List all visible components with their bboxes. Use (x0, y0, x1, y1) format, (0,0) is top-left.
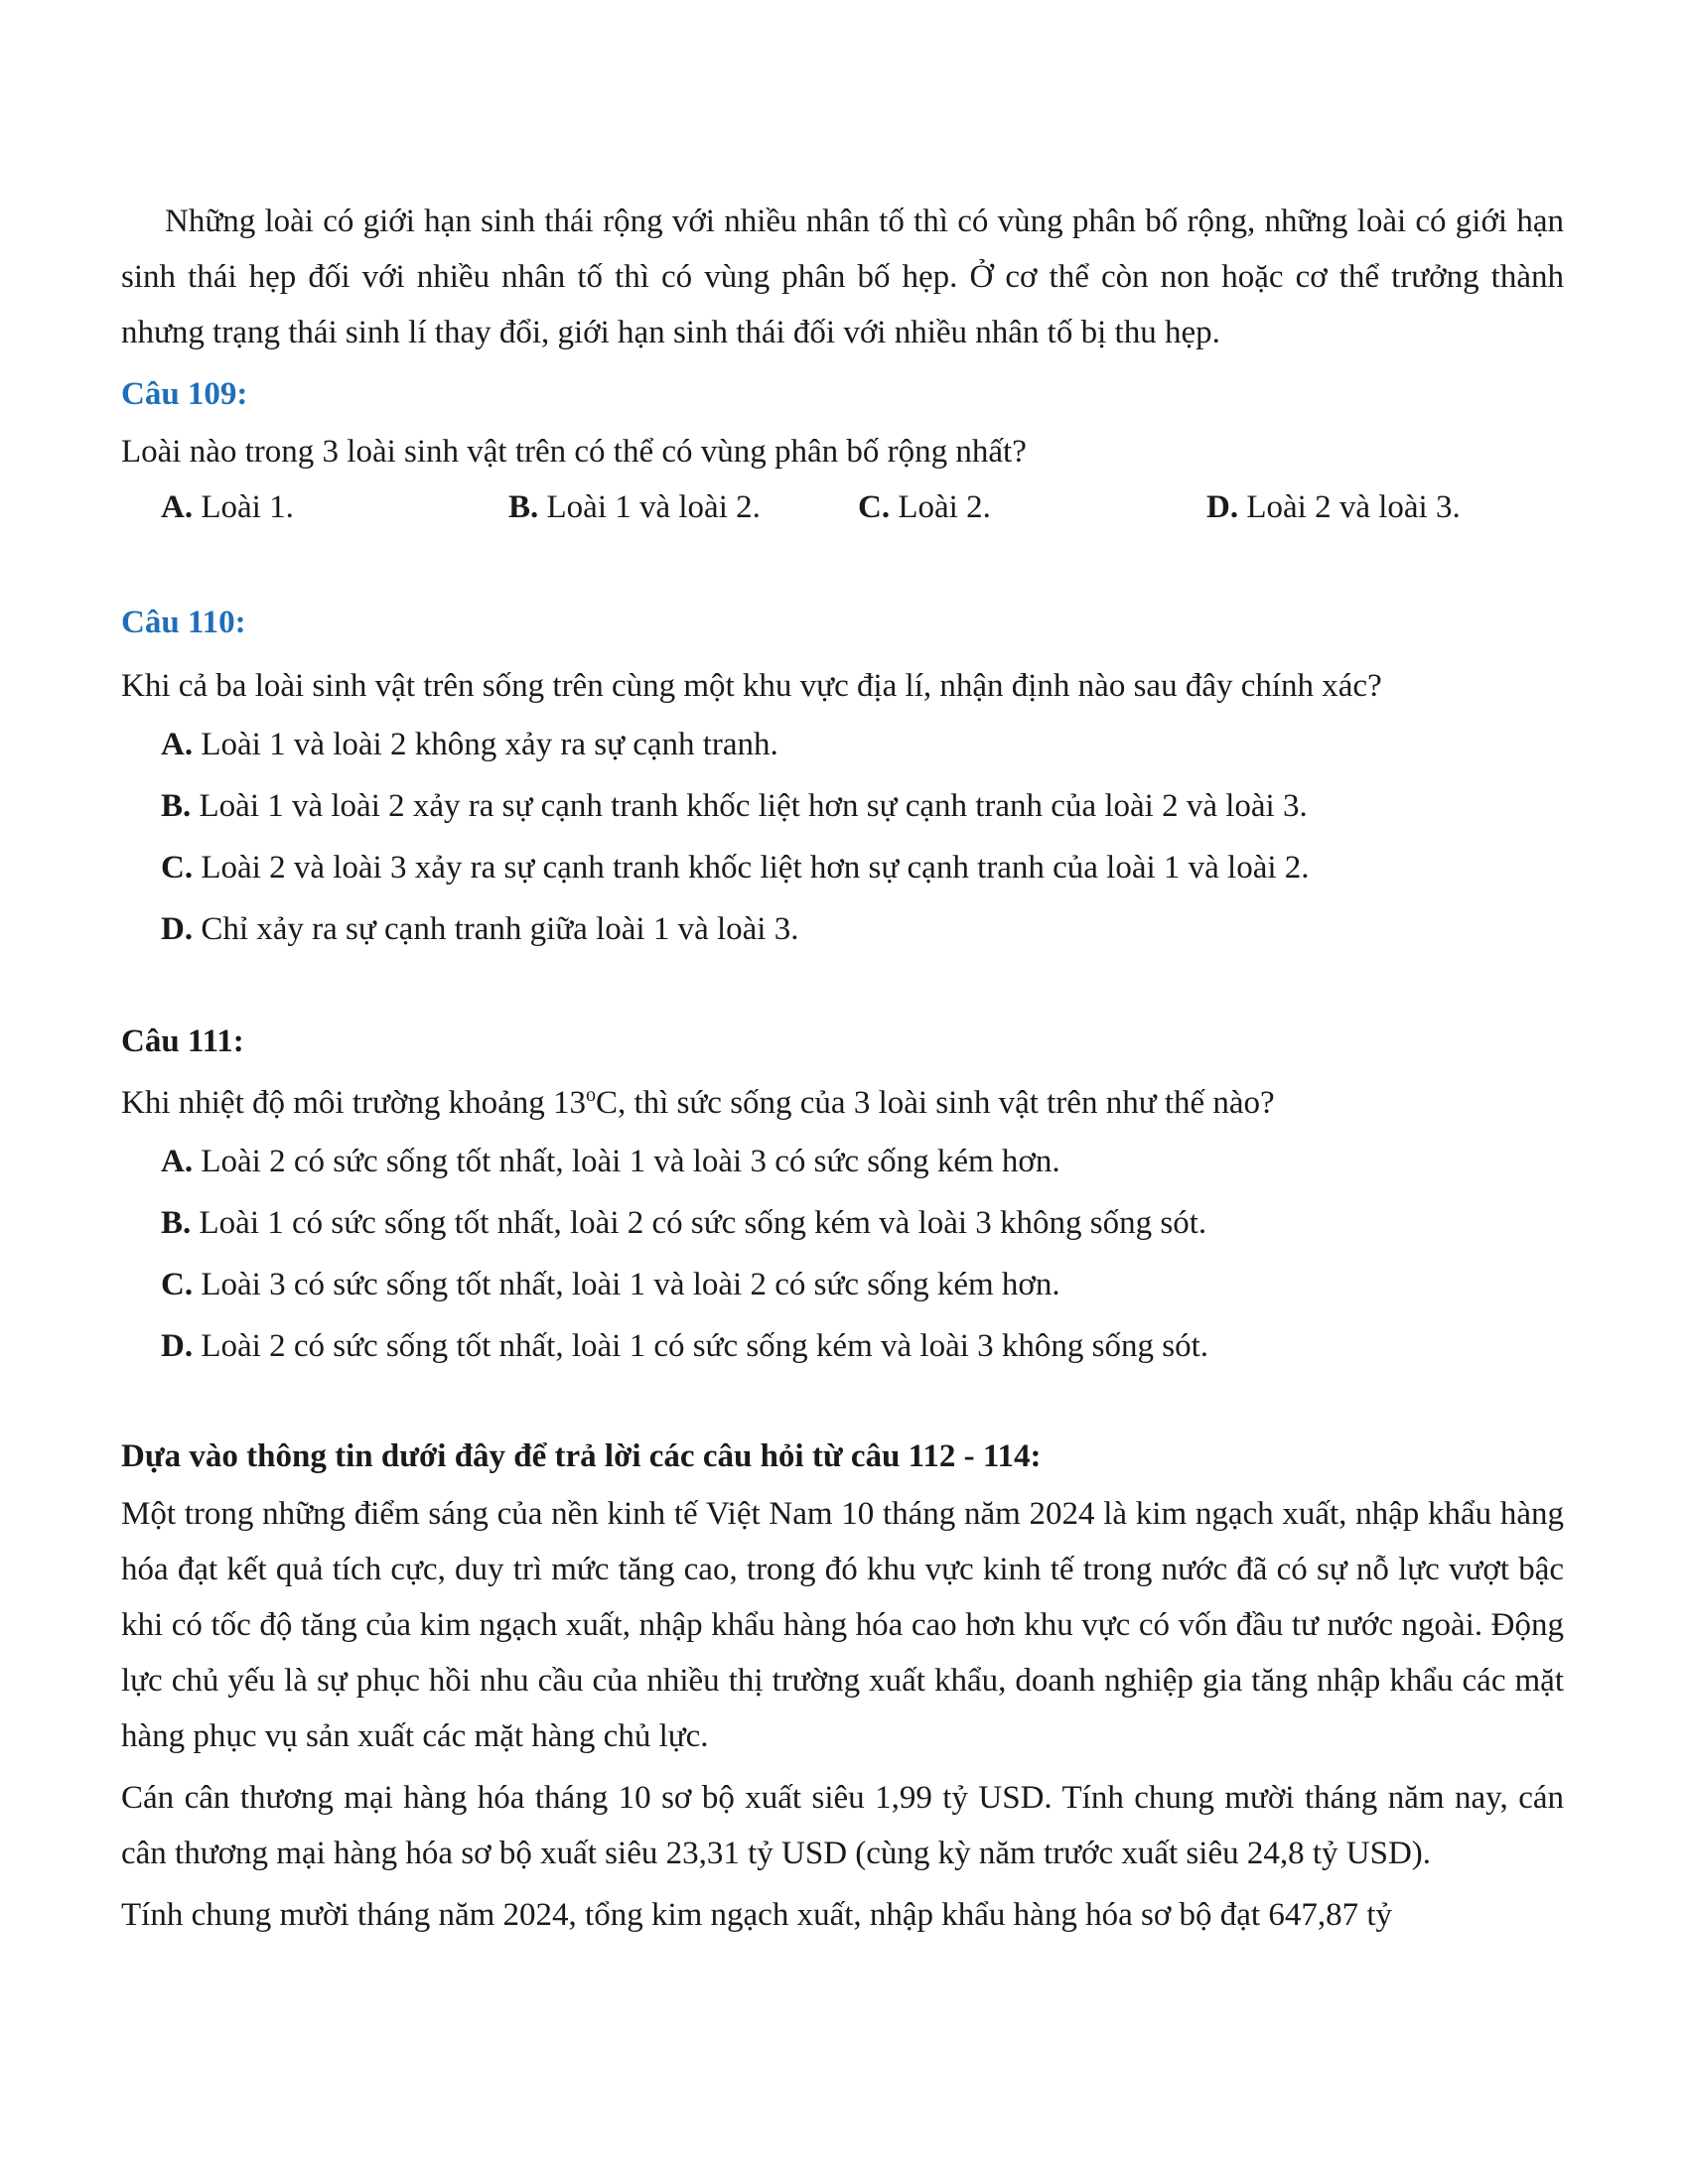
option-text: Loài 1. (193, 489, 294, 525)
option-letter: B. (161, 788, 192, 824)
option-111-d[interactable] (121, 1315, 1564, 1377)
option-letter: C. (161, 850, 194, 886)
stem-text-after: C, thì sức sống của 3 loài sinh vật trên như thế nào? (595, 1085, 1275, 1121)
option-letter: C. (161, 1267, 194, 1302)
option-letter: A. (161, 489, 194, 525)
option-letter: D. (161, 911, 194, 947)
intro-paragraph: Những loài có giới hạn sinh thái rộng với nhiều nhân tố thì có vùng phân bố rộng, những loài có giới hạn sinh thái hẹp đối với nhiều nhân tố thì có vùng phân bố hẹp. Ở cơ thể còn non hoặc cơ thể trưởng thành nhưng trạng thái sinh lí thay đổi, giới hạn sinh thái đối với nhiều nhân tố bị thu hẹp. (121, 204, 1564, 350)
degree-superscript: o (585, 1084, 596, 1106)
option-text: Loài 1 và loài 2 không xảy ra sự cạnh tranh. (193, 727, 778, 762)
question-111-stem (121, 1075, 1564, 1131)
option-text: Loài 2 có sức sống tốt nhất, loài 1 và loài 3 có sức sống kém hơn. (193, 1144, 1060, 1179)
question-110-options (121, 714, 1564, 960)
option-110-a[interactable] (121, 714, 1564, 775)
option-110-c[interactable] (121, 837, 1564, 898)
option-109-b[interactable] (508, 479, 761, 535)
option-text: Loài 1 và loài 2. (538, 489, 761, 525)
option-letter: D. (1206, 489, 1239, 525)
option-110-d[interactable] (121, 898, 1564, 960)
option-letter: A. (161, 1144, 194, 1179)
question-109-label: Câu 109: (121, 376, 248, 412)
section-paragraph-2: Cán cân thương mại hàng hóa tháng 10 sơ bộ xuất siêu 1,99 tỷ USD. Tính chung mười tháng năm nay, cán cân thương mại hàng hóa sơ bộ xuất siêu 23,31 tỷ USD (cùng kỳ năm trước xuất siêu 24,8 tỷ USD). (121, 1780, 1564, 1871)
option-letter: A. (161, 727, 194, 762)
question-109-stem: Loài nào trong 3 loài sinh vật trên có thể có vùng phân bố rộng nhất? (121, 434, 1027, 470)
option-111-a[interactable] (121, 1131, 1564, 1192)
option-letter: B. (508, 489, 539, 525)
spacer (121, 960, 1564, 1014)
option-110-b[interactable] (121, 775, 1564, 837)
option-letter: B. (161, 1205, 192, 1241)
section-paragraph-3: Tính chung mười tháng năm 2024, tổng kim ngạch xuất, nhập khẩu hàng hóa sơ bộ đạt 647,87 tỷ (121, 1897, 1393, 1933)
option-text: Loài 2 và loài 3 xảy ra sự cạnh tranh khốc liệt hơn sự cạnh tranh của loài 1 và loài 2. (193, 850, 1310, 886)
option-text: Chỉ xảy ra sự cạnh tranh giữa loài 1 và loài 3. (193, 911, 799, 947)
spacer (121, 543, 1564, 595)
option-text: Loài 1 có sức sống tốt nhất, loài 2 có sức sống kém và loài 3 không sống sót. (191, 1205, 1207, 1241)
stem-text-before: Khi nhiệt độ môi trường khoảng 13 (121, 1085, 586, 1121)
page-content (121, 194, 1564, 1943)
option-111-b[interactable] (121, 1192, 1564, 1254)
spacer (121, 1377, 1564, 1429)
question-110-label: Câu 110: (121, 605, 246, 640)
option-109-d[interactable] (1206, 479, 1461, 535)
question-111-options (121, 1131, 1564, 1377)
option-text: Loài 2. (890, 489, 991, 525)
option-letter: D. (161, 1328, 194, 1364)
question-110-stem: Khi cả ba loài sinh vật trên sống trên cùng một khu vực địa lí, nhận định nào sau đây chính xác? (121, 668, 1382, 704)
option-letter: C. (858, 489, 891, 525)
question-109-options (121, 479, 1564, 543)
option-text: Loài 2 và loài 3. (1238, 489, 1461, 525)
option-109-a[interactable] (161, 479, 294, 535)
section-paragraph-1: Một trong những điểm sáng của nền kinh tế Việt Nam 10 tháng năm 2024 là kim ngạch xuất, nhập khẩu hàng hóa đạt kết quả tích cực, duy trì mức tăng cao, trong đó khu vực kinh tế trong nước đã có sự nỗ lực vượt bậc khi có tốc độ tăng của kim ngạch xuất, nhập khẩu hàng hóa cao hơn khu vực có vốn đầu tư nước ngoài. Động lực chủ yếu là sự phục hồi nhu cầu của nhiều thị trường xuất khẩu, doanh nghiệp gia tăng nhập khẩu các mặt hàng phục vụ sản xuất các mặt hàng chủ lực. (121, 1496, 1564, 1754)
section-heading: Dựa vào thông tin dưới đây để trả lời các câu hỏi từ câu 112 - 114: (121, 1438, 1042, 1474)
question-111-label: Câu 111: (121, 1024, 244, 1059)
option-text: Loài 2 có sức sống tốt nhất, loài 1 có sức sống kém và loài 3 không sống sót. (193, 1328, 1208, 1364)
option-text: Loài 1 và loài 2 xảy ra sự cạnh tranh khốc liệt hơn sự cạnh tranh của loài 2 và loài 3. (191, 788, 1308, 824)
option-109-c[interactable] (858, 479, 991, 535)
option-111-c[interactable] (121, 1254, 1564, 1315)
option-text: Loài 3 có sức sống tốt nhất, loài 1 và loài 2 có sức sống kém hơn. (193, 1267, 1060, 1302)
